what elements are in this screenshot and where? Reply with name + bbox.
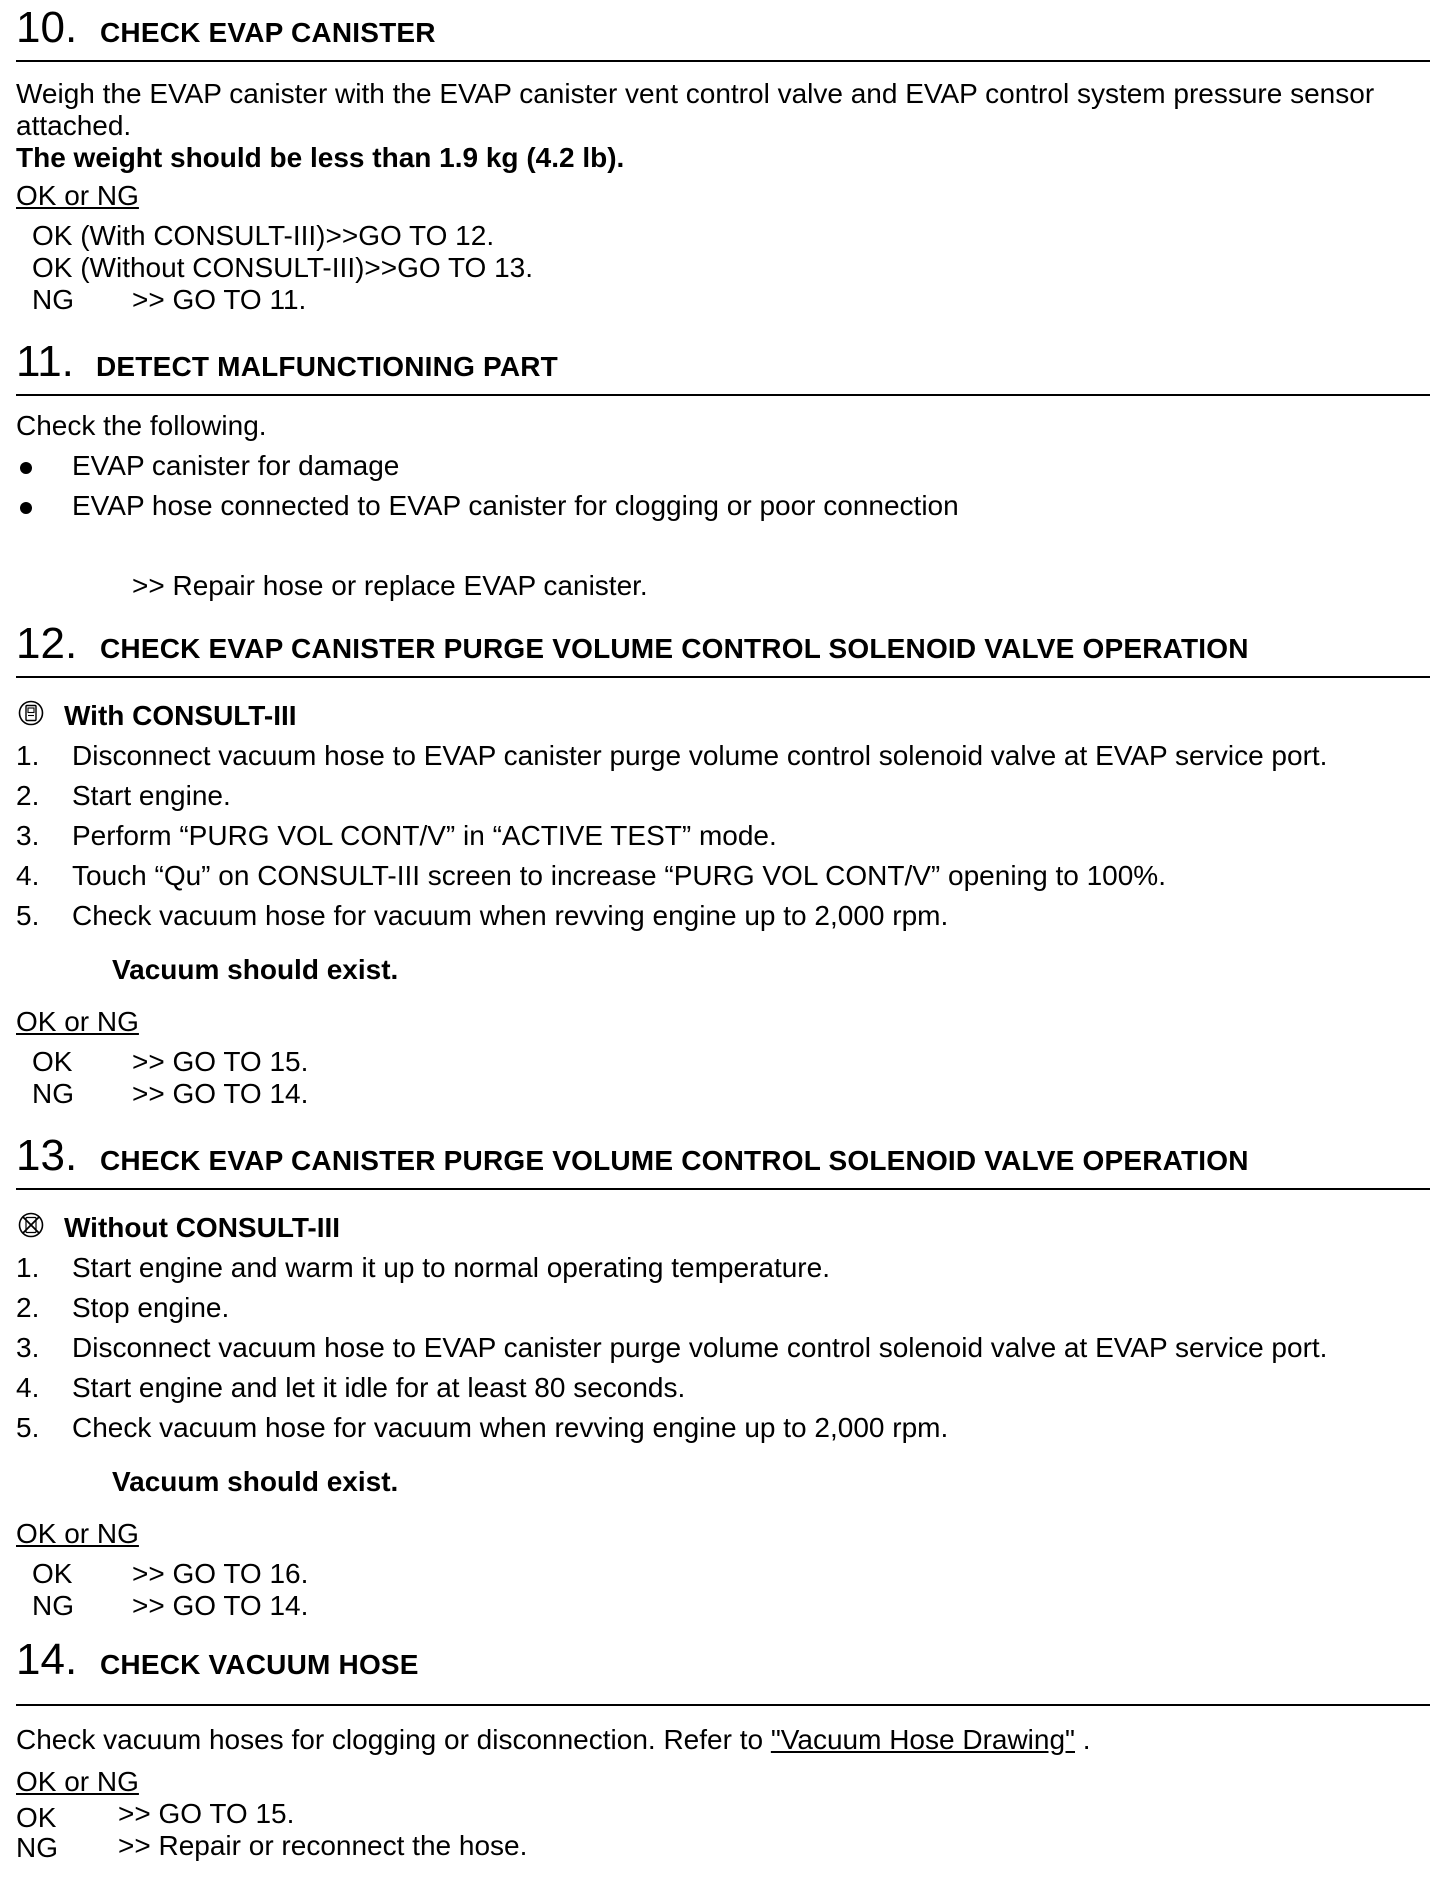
- result-ng-label: NG: [32, 1590, 74, 1621]
- result-ok-label: OK: [16, 1802, 57, 1833]
- header-rule: [16, 676, 1430, 678]
- section-10: [16, 0, 1430, 315]
- list-item: EVAP hose connected to EVAP canister for clogging or poor connection: [72, 490, 959, 521]
- step-text: Perform “PURG VOL CONT/V” in “ACTIVE TEST” mode.: [72, 820, 777, 851]
- bullet-icon: [20, 462, 32, 474]
- step-num: 5.: [16, 1412, 40, 1443]
- intro-text: Check the following.: [16, 410, 267, 441]
- section-title: CHECK VACUUM HOSE: [100, 1649, 419, 1680]
- result-ok-with: OK (With CONSULT-III)>>GO TO 12.: [32, 220, 495, 251]
- section-title: CHECK EVAP CANISTER: [100, 17, 436, 48]
- result-action: >> Repair hose or replace EVAP canister.: [132, 570, 648, 601]
- instruction-post: .: [1075, 1724, 1091, 1755]
- step-num: 4.: [16, 860, 40, 891]
- step-text: Check vacuum hose for vacuum when revving engine up to 2,000 rpm.: [72, 1412, 949, 1443]
- section-14-header: [16, 1632, 1430, 1706]
- instruction-text: [16, 1724, 1091, 1756]
- header-rule: [16, 394, 1430, 396]
- step-number: 12.: [16, 619, 78, 668]
- section-14: [16, 1632, 1430, 1863]
- ok-ng-label: OK or NG: [16, 180, 139, 211]
- ok-ng-label: OK or NG: [16, 1518, 139, 1549]
- step-text: Start engine and let it idle for at least 80 seconds.: [72, 1372, 686, 1403]
- section-10-header: [16, 0, 1430, 62]
- header-rule: [16, 1704, 1430, 1706]
- section-13-header: [16, 1128, 1430, 1190]
- step-number: 13.: [16, 1131, 78, 1180]
- result-ok-action: >> GO TO 15.: [132, 1046, 309, 1077]
- step-number: 10.: [16, 3, 78, 52]
- result-ng-action: >> GO TO 14.: [132, 1078, 309, 1109]
- step-text: Disconnect vacuum hose to EVAP canister purge volume control solenoid valve at EVAP service port.: [72, 740, 1328, 771]
- step-num: 3.: [16, 820, 40, 851]
- step-number: 14.: [16, 1635, 78, 1684]
- result-ng-action: >> GO TO 14.: [132, 1590, 309, 1621]
- list-item: EVAP canister for damage: [72, 450, 400, 481]
- step-num: 1.: [16, 1252, 40, 1283]
- section-title: DETECT MALFUNCTIONING PART: [96, 351, 558, 382]
- step-text: Touch “Qu” on CONSULT-III screen to increase “PURG VOL CONT/V” opening to 100%.: [72, 860, 1166, 891]
- no-consult-icon: [18, 1212, 44, 1238]
- consult-device-icon: [18, 700, 44, 726]
- section-12: [16, 616, 1430, 1109]
- section-13: [16, 1128, 1430, 1621]
- vacuum-hose-drawing-link[interactable]: "Vacuum Hose Drawing": [770, 1724, 1075, 1755]
- section-title: CHECK EVAP CANISTER PURGE VOLUME CONTROL SOLENOID VALVE OPERATION: [100, 1145, 1249, 1176]
- step-num: 3.: [16, 1332, 40, 1363]
- header-rule: [16, 60, 1430, 62]
- result-ok-without: OK (Without CONSULT-III)>>GO TO 13.: [32, 252, 534, 283]
- ok-ng-label: OK or NG: [16, 1006, 139, 1037]
- step-text: Disconnect vacuum hose to EVAP canister purge volume control solenoid valve at EVAP service port.: [72, 1332, 1328, 1363]
- bullet-icon: [20, 502, 32, 514]
- step-number: 11.: [16, 337, 74, 386]
- instruction-text: Weigh the EVAP canister with the EVAP canister vent control valve and EVAP control system pressure sensor: [16, 78, 1375, 109]
- result-ok-label: OK: [32, 1046, 73, 1077]
- step-num: 5.: [16, 900, 40, 931]
- section-11: [16, 334, 1430, 601]
- result-ng-label: NG: [32, 284, 74, 315]
- step-text: Start engine.: [72, 780, 231, 811]
- result-ok-action: >> GO TO 16.: [132, 1558, 309, 1589]
- section-title: CHECK EVAP CANISTER PURGE VOLUME CONTROL SOLENOID VALVE OPERATION: [100, 633, 1249, 664]
- header-rule: [16, 1188, 1430, 1190]
- result-ng-label: NG: [16, 1832, 58, 1863]
- step-text: Stop engine.: [72, 1292, 230, 1323]
- instruction-text-cont: attached.: [16, 110, 132, 141]
- step-num: 2.: [16, 1292, 40, 1323]
- spec-text: The weight should be less than 1.9 kg (4.2 lb).: [16, 142, 625, 173]
- spec-text: Vacuum should exist.: [112, 954, 399, 985]
- instruction-pre: Check vacuum hoses for clogging or disconnection. Refer to: [16, 1724, 771, 1755]
- mode-label: Without CONSULT-III: [64, 1212, 341, 1243]
- spec-text: Vacuum should exist.: [112, 1466, 399, 1497]
- step-num: 1.: [16, 740, 40, 771]
- result-ng-label: NG: [32, 1078, 74, 1109]
- section-11-header: [16, 334, 1430, 396]
- step-num: 2.: [16, 780, 40, 811]
- result-ng-action: >> GO TO 11.: [132, 284, 307, 315]
- step-num: 4.: [16, 1372, 40, 1403]
- result-ok-action: >> GO TO 15.: [118, 1798, 295, 1829]
- ok-ng-label: OK or NG: [16, 1766, 139, 1797]
- section-12-header: [16, 616, 1430, 678]
- step-text: Start engine and warm it up to normal operating temperature.: [72, 1252, 830, 1283]
- step-text: Check vacuum hose for vacuum when revving engine up to 2,000 rpm.: [72, 900, 949, 931]
- mode-label: With CONSULT-III: [64, 700, 297, 731]
- result-ok-label: OK: [32, 1558, 73, 1589]
- result-ng-action: >> Repair or reconnect the hose.: [118, 1830, 528, 1861]
